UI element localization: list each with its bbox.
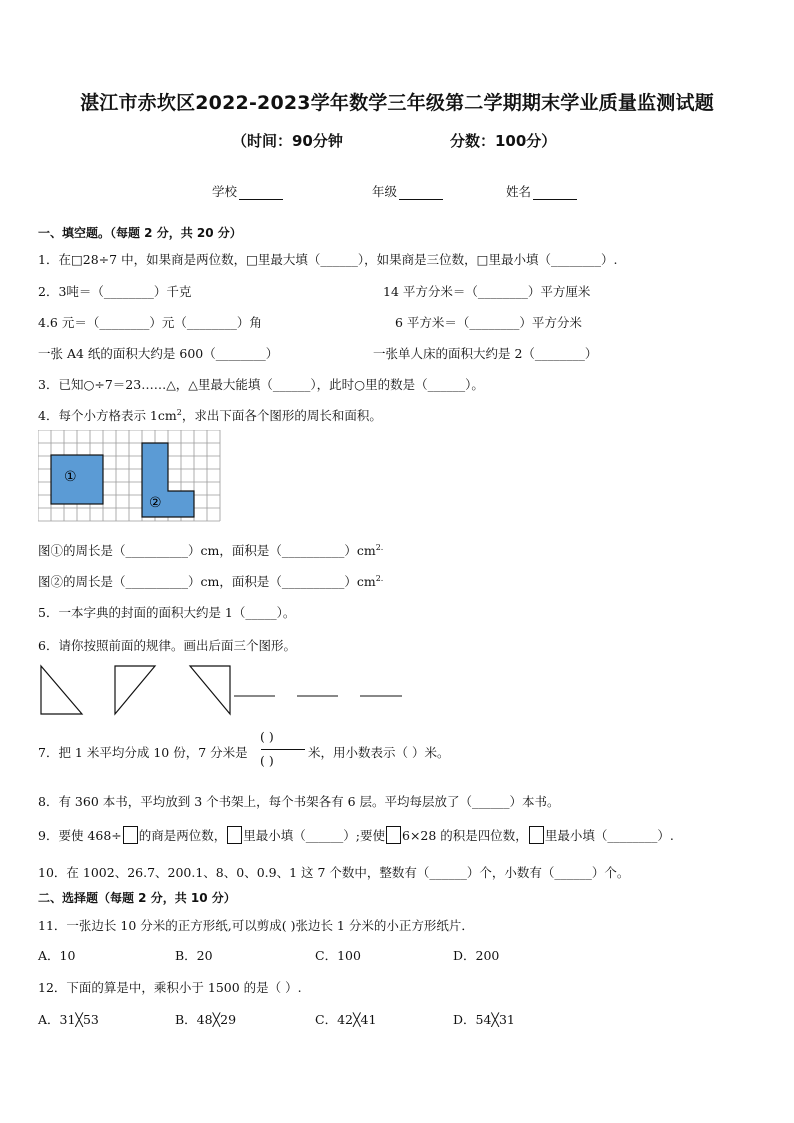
question-9-d: 6×28 的积是四位数， xyxy=(402,828,528,843)
section1-heading: 一、填空题。（每题 2 分，共 20 分） xyxy=(38,226,242,240)
name-field xyxy=(506,182,577,200)
triangle-pattern xyxy=(38,664,408,718)
question-4-tail: ，求出下面各个图形的周长和面积。 xyxy=(181,408,382,423)
figure-1-label: ① xyxy=(64,469,77,485)
figure-2-answer-text: 图②的周长是（__________）cm，面积是（__________）cm xyxy=(38,574,376,589)
question-9-b: 的商是两位数， xyxy=(138,828,227,843)
question-9-a: 9．要使 468÷ xyxy=(38,828,122,843)
figure-2-unit-sup: 2. xyxy=(375,573,384,583)
name-label: 姓名 xyxy=(506,184,532,199)
question-5: 5．一本字典的封面的面积大约是 1（_____）。 xyxy=(38,605,296,620)
question-2b: 14 平方分米＝（________）平方厘米 xyxy=(383,284,591,299)
q11-option-b[interactable]: B．20 xyxy=(175,948,213,963)
question-3: 3．已知○÷7＝23……△，△里最大能填（______），此时○里的数是（______）。 xyxy=(38,377,484,392)
blank-box-2 xyxy=(227,826,242,844)
question-2e: 一张 A4 纸的面积大约是 600（________） xyxy=(38,346,279,361)
question-2d: 6 平方米＝（________）平方分米 xyxy=(395,315,582,330)
figure-2-answer xyxy=(38,572,383,590)
grade-field xyxy=(372,182,443,200)
question-4-text: 4．每个小方格表示 1cm xyxy=(38,408,177,423)
question-4 xyxy=(38,406,382,424)
question-7-suffix: 米，用小数表示（ ）米。 xyxy=(308,745,450,760)
question-1: 1．在□28÷7 中，如果商是两位数，□里最大填（______），如果商是三位数，□里最小填（________）. xyxy=(38,252,618,267)
question-7-prefix: 7．把 1 米平均分成 10 份，7 分米是 xyxy=(38,745,248,760)
question-9-e: 里最小填（________）. xyxy=(544,828,674,843)
figure-1-answer-text: 图①的周长是（__________）cm，面积是（__________）cm xyxy=(38,543,376,558)
question-9-c: 里最小填（______）;要使 xyxy=(243,828,385,843)
grade-blank[interactable] xyxy=(399,187,443,200)
school-label: 学校 xyxy=(212,184,238,199)
blank-box-4 xyxy=(529,826,544,844)
figure-1-answer xyxy=(38,541,383,559)
q12-option-c[interactable]: C．42╳41 xyxy=(315,1012,377,1027)
q12-option-d[interactable]: D．54╳31 xyxy=(453,1012,515,1027)
exam-score: 分数：100分） xyxy=(450,132,557,150)
q12-option-b[interactable]: B．48╳29 xyxy=(175,1012,237,1027)
blank-box-1[interactable] xyxy=(123,826,138,844)
school-blank[interactable] xyxy=(239,187,283,200)
question-8: 8．有 360 本书，平均放到 3 个书架上，每个书架各有 6 层。平均每层放了（______）本书。 xyxy=(38,794,560,809)
school-field xyxy=(212,182,283,200)
page-title: 湛江市赤坎区2022-2023学年数学三年级第二学期期末学业质量监测试题 xyxy=(80,92,714,114)
question-4-sup: 2 xyxy=(176,407,182,417)
question-9 xyxy=(38,826,674,844)
q12-option-a[interactable]: A．31╳53 xyxy=(38,1012,99,1027)
q11-option-c[interactable]: C．100 xyxy=(315,948,361,963)
q11-option-a[interactable]: A．10 xyxy=(38,948,76,963)
name-blank[interactable] xyxy=(533,187,577,200)
grid-figure xyxy=(38,430,222,530)
question-12: 12．下面的算是中，乘积小于 1500 的是（ ）. xyxy=(38,980,302,995)
question-2a: 2．3吨＝（________）千克 xyxy=(38,284,192,299)
triangle-1 xyxy=(41,666,82,714)
fraction-denominator[interactable]: ( ) xyxy=(260,753,274,768)
q11-option-d[interactable]: D．200 xyxy=(453,948,500,963)
figure-1-square xyxy=(51,455,103,504)
question-6: 6．请你按照前面的规律。画出后面三个图形。 xyxy=(38,638,296,653)
fraction-bar xyxy=(261,749,305,750)
fraction-numerator[interactable]: ( ) xyxy=(260,729,274,744)
grade-label: 年级 xyxy=(372,184,398,199)
figure-2-label: ② xyxy=(149,495,162,511)
blank-box-3[interactable] xyxy=(386,826,401,844)
triangle-2 xyxy=(115,666,155,714)
question-10: 10．在 1002、26.7、200.1、8、0、0.9、1 这 7 个数中，整数有（______）个，小数有（______）个。 xyxy=(38,865,630,880)
section2-heading: 二、选择题（每题 2 分，共 10 分） xyxy=(38,891,236,905)
question-2c: 4.6 元＝（________）元（________）角 xyxy=(38,315,262,330)
question-11: 11．一张边长 10 分米的正方形纸,可以剪成( )张边长 1 分米的小正方形纸片． xyxy=(38,918,474,933)
figure-1-unit-sup: 2. xyxy=(375,542,384,552)
triangle-3 xyxy=(190,666,230,714)
exam-time: （时间：90分钟 xyxy=(232,132,343,150)
question-2f: 一张单人床的面积大约是 2（________） xyxy=(373,346,598,361)
